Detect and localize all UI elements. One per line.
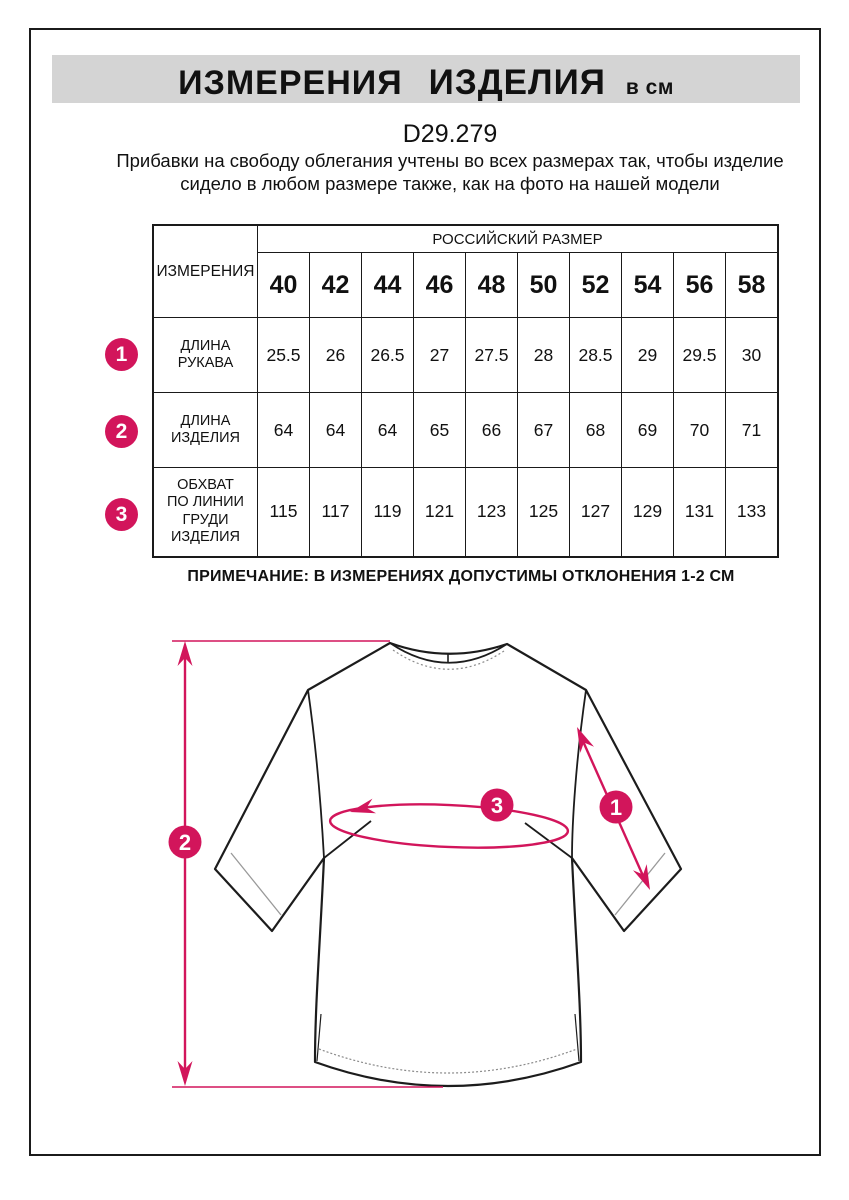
measurement-value: 117 <box>310 468 362 557</box>
measurement-value: 25.5 <box>258 318 310 393</box>
measurement-value: 121 <box>414 468 466 557</box>
measurement-value: 68 <box>570 393 622 468</box>
table-group-header: РОССИЙСКИЙ РАЗМЕР <box>258 225 779 253</box>
table-corner-header: ИЗМЕРЕНИЯ <box>153 225 258 318</box>
measurement-value: 119 <box>362 468 414 557</box>
measurement-value: 125 <box>518 468 570 557</box>
size-header-44: 44 <box>362 253 414 318</box>
measurement-value: 29.5 <box>674 318 726 393</box>
diagram-marker-chest <box>481 789 514 822</box>
diagram-marker-sleeve <box>600 791 633 824</box>
measurement-value: 29 <box>622 318 674 393</box>
title-unit-cm: в см <box>625 76 674 99</box>
measurement-value: 129 <box>622 468 674 557</box>
measurement-value: 28 <box>518 318 570 393</box>
measurement-value: 131 <box>674 468 726 557</box>
row-marker-badge-2: 2 <box>105 415 138 448</box>
size-header-56: 56 <box>674 253 726 318</box>
measurement-value: 64 <box>310 393 362 468</box>
diagram-marker-sleeve-number: 1 <box>609 794 623 820</box>
title-word-product: ИЗДЕЛИЯ <box>428 63 606 102</box>
measurement-value: 67 <box>518 393 570 468</box>
size-header-50: 50 <box>518 253 570 318</box>
product-code: D29.279 <box>402 120 498 148</box>
measurement-value: 64 <box>258 393 310 468</box>
measurement-value: 26 <box>310 318 362 393</box>
size-header-46: 46 <box>414 253 466 318</box>
measurement-value: 123 <box>466 468 518 557</box>
measurement-value: 69 <box>622 393 674 468</box>
row-marker-badge-1: 1 <box>105 338 138 371</box>
measurement-value: 65 <box>414 393 466 468</box>
diagram-marker-length-number: 2 <box>178 829 192 855</box>
size-header-48: 48 <box>466 253 518 318</box>
measurement-value: 127 <box>570 468 622 557</box>
measurement-value: 71 <box>726 393 779 468</box>
row-marker-badge-3: 3 <box>105 498 138 531</box>
measurement-value: 27 <box>414 318 466 393</box>
measurement-label: ДЛИНА ИЗДЕЛИЯ <box>153 393 258 468</box>
title-word-measurements: ИЗМЕРЕНИЯ <box>178 64 403 102</box>
diagram-marker-chest-number: 3 <box>490 792 504 818</box>
measurement-value: 66 <box>466 393 518 468</box>
measurement-value: 115 <box>258 468 310 557</box>
size-header-42: 42 <box>310 253 362 318</box>
size-header-40: 40 <box>258 253 310 318</box>
tshirt-outline <box>215 643 681 1086</box>
fit-allowance-note: Прибавки на свободу облегания учтены во всех размерах так, чтобы изделие сидело в любом размере также, как на фото на нашей модели <box>116 150 784 194</box>
measurement-value: 133 <box>726 468 779 557</box>
measurement-value: 26.5 <box>362 318 414 393</box>
measurement-label: ДЛИНА РУКАВА <box>153 318 258 393</box>
size-header-54: 54 <box>622 253 674 318</box>
measurement-value: 64 <box>362 393 414 468</box>
diagram-marker-length <box>169 826 202 859</box>
size-header-52: 52 <box>570 253 622 318</box>
measurement-value: 70 <box>674 393 726 468</box>
measurement-value: 30 <box>726 318 779 393</box>
size-header-58: 58 <box>726 253 779 318</box>
measurement-value: 27.5 <box>466 318 518 393</box>
measurement-label: ОБХВАТ ПО ЛИНИИ ГРУДИ ИЗДЕЛИЯ <box>153 468 258 557</box>
tolerance-note: ПРИМЕЧАНИЕ: В ИЗМЕРЕНИЯХ ДОПУСТИМЫ ОТКЛОНЕНИЯ 1-2 СМ <box>187 568 735 585</box>
measurement-value: 28.5 <box>570 318 622 393</box>
